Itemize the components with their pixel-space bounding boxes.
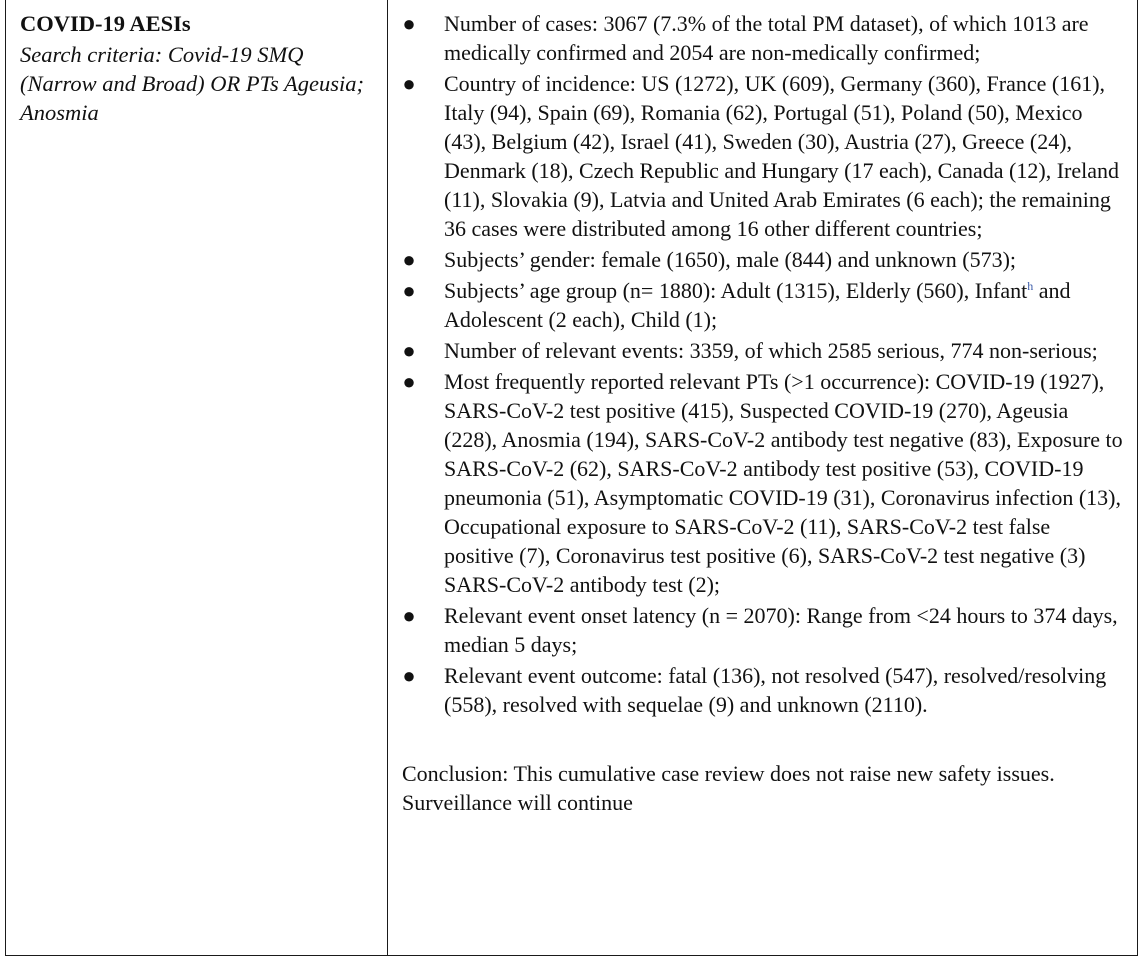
aesi-bullet-list — [402, 9, 1123, 719]
bullet-number-of-events — [402, 336, 1123, 365]
bullet-dot-icon: ● — [402, 369, 416, 394]
aesi-title: COVID-19 AESIs — [20, 11, 191, 36]
bullet-text: Most frequently reported relevant PTs (>1 occurrence): COVID-19 (1927), SARS-CoV-2 test positive (415), Suspected COVID-19 (270), Ageusia (228), Anosmia (194), SARS-CoV-2 antibody test negative (83), Exposure to SARS-CoV-2 (62), SARS-CoV-2 antibody test positive (53), COVID-19 pneumonia (51), Asymptomatic COVID-19 (31), Coronavirus infection (13), Occupational exposure to SARS-CoV-2 (11), SARS-CoV-2 test false positive (7), Coronavirus test positive (6), SARS-CoV-2 test negative (3) SARS-CoV-2 antibody test (2); — [444, 369, 1123, 597]
bullet-country-of-incidence — [402, 69, 1123, 243]
bullet-subjects-age-group — [402, 276, 1123, 334]
bullet-dot-icon: ● — [402, 278, 416, 303]
aesi-summary-table — [5, 0, 1138, 956]
bullet-text: Number of relevant events: 3359, of which 2585 serious, 774 non-serious; — [444, 338, 1098, 363]
bullet-dot-icon: ● — [402, 71, 416, 96]
bullet-dot-icon: ● — [402, 603, 416, 628]
bullet-number-of-cases — [402, 9, 1123, 67]
bullet-dot-icon: ● — [402, 663, 416, 688]
footnote-marker[interactable]: h — [1027, 279, 1034, 293]
bullet-text: Country of incidence: US (1272), UK (609), Germany (360), France (161), Italy (94), Spain (69), Romania (62), Portugal (51), Poland (50), Mexico (43), Belgium (42), Israel (41), Sweden (30), Austria (27), Greece (24), Denmark (18), Czech Republic and Hungary (17 each), Canada (12), Ireland (11), Slovakia (9), Latvia and United Arab Emirates (6 each); the remaining 36 cases were distributed among 16 other different countries; — [444, 71, 1120, 241]
aesi-row — [6, 0, 1138, 956]
bullet-text-after: and Adolescent (2 each), Child (1); — [444, 278, 1071, 332]
bullet-text: Number of cases: 3067 (7.3% of the total PM dataset), of which 1013 are medically confirmed and 2054 are non-medically confirmed; — [444, 11, 1089, 65]
aesi-details-cell — [388, 0, 1138, 956]
bullet-text-before: Subjects’ age group (n= 1880): Adult (1315), Elderly (560), Infant — [444, 278, 1028, 303]
bullet-text: Relevant event onset latency (n = 2070): Range from <24 hours to 374 days, median 5 days; — [444, 603, 1118, 657]
bullet-text: Relevant event outcome: fatal (136), not resolved (547), resolved/resolving (558), resolved with sequelae (9) and unknown (2110). — [444, 663, 1107, 717]
bullet-text: Subjects’ gender: female (1650), male (844) and unknown (573); — [444, 247, 1017, 272]
aesi-label-cell — [6, 0, 388, 956]
bullet-event-outcome — [402, 661, 1123, 719]
search-criteria: Search criteria: Covid-19 SMQ (Narrow and Broad) OR PTs Ageusia; Anosmia — [20, 42, 364, 125]
bullet-dot-icon: ● — [402, 247, 416, 272]
bullet-dot-icon: ● — [402, 338, 416, 363]
bullet-onset-latency — [402, 601, 1123, 659]
bullet-subjects-gender — [402, 245, 1123, 274]
bullet-dot-icon: ● — [402, 11, 416, 36]
bullet-frequent-pts — [402, 367, 1123, 599]
conclusion-text: Conclusion: This cumulative case review does not raise new safety issues. Surveillance will continue — [402, 761, 1055, 815]
